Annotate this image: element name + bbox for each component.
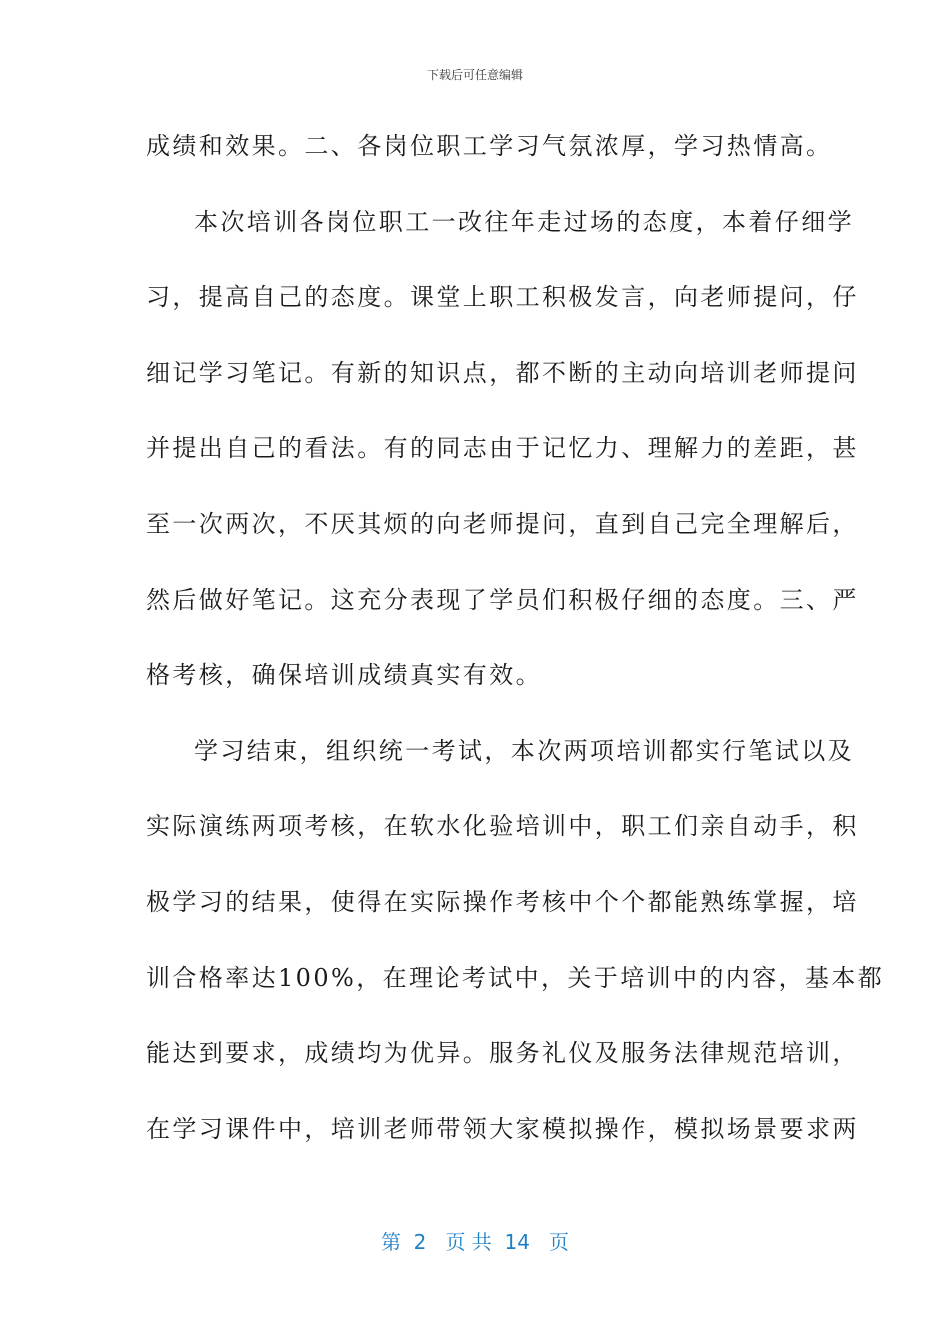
document-body — [146, 120, 885, 1178]
text-line-1: 成绩和效果。二、各岗位职工学习气氛浓厚，学习热情高。 — [146, 132, 833, 160]
text-line-8: 格考核，确保培训成绩真实有效。 — [146, 661, 542, 690]
text-line-6: 至一次两次，不厌其烦的向老师提问，直到自己完全理解后， — [146, 509, 859, 538]
text-line-11: 极学习的结果，使得在实际操作考核中个个都能熟练掌握，培 — [146, 887, 859, 916]
text-line-9: 学习结束，组织统一考试，本次两项培训都实行笔试以及 — [194, 736, 854, 765]
text-line-13: 能达到要求，成绩均为优异。服务礼仪及服务法律规范培训， — [146, 1039, 859, 1068]
text-line-12: 训合格率达100%，在理论考试中，关于培训中的内容，基本都 — [146, 963, 885, 992]
page-number-footer: 第 2 页 共 14 页 — [380, 1230, 570, 1254]
text-line-5: 并提出自己的看法。有的同志由于记忆力、理解力的差距，甚 — [146, 434, 859, 463]
page-header: 下载后可任意编辑 — [426, 68, 523, 82]
text-line-14: 在学习课件中，培训老师带领大家模拟操作，模拟场景要求两 — [146, 1114, 859, 1143]
text-line-4: 细记学习笔记。有新的知识点，都不断的主动向培训老师提问 — [146, 358, 859, 387]
text-line-3: 习，提高自己的态度。课堂上职工积极发言，向老师提问，仔 — [146, 283, 859, 312]
text-line-10: 实际演练两项考核，在软水化验培训中，职工们亲自动手，积 — [146, 812, 859, 841]
text-line-2: 本次培训各岗位职工一改往年走过场的态度，本着仔细学 — [194, 207, 854, 236]
text-line-7: 然后做好笔记。这充分表现了学员们积极仔细的态度。三、严 — [146, 585, 859, 614]
